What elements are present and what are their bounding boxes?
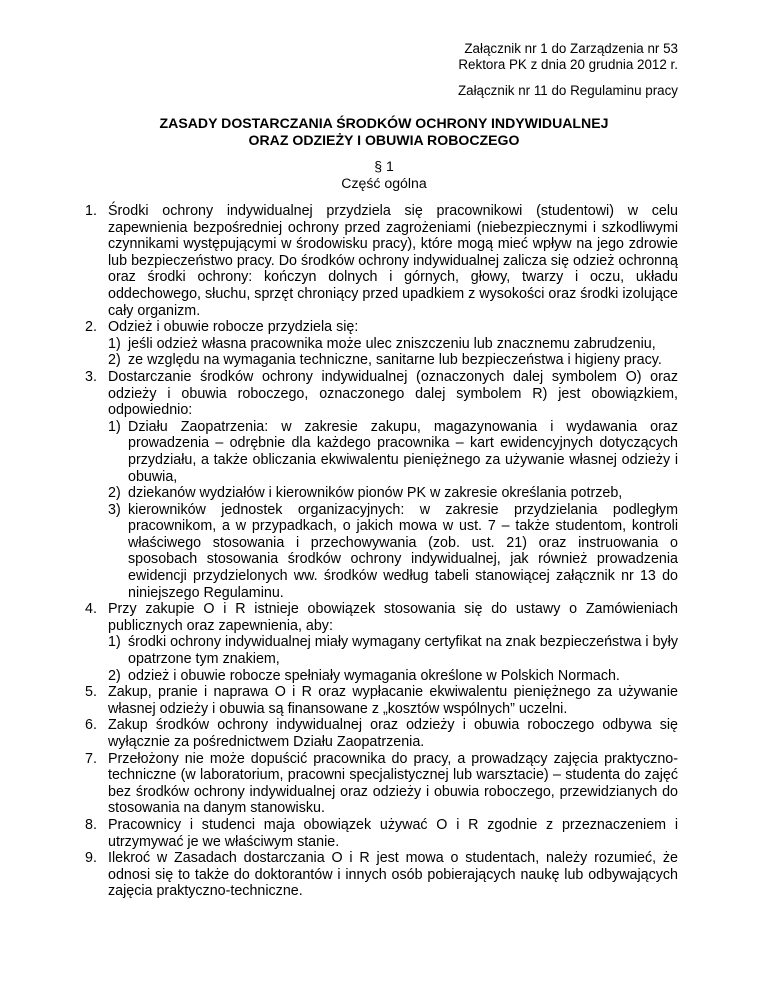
list-item <box>85 750 678 817</box>
sublist <box>108 419 678 602</box>
provisions-list <box>85 203 678 900</box>
section-number: § 1 <box>374 158 394 174</box>
item-text: Pracownicy i studenci maja obowiązek używać O i R zgodnie z przeznaczeniem i utrzymywać je we właściwym stanie. <box>108 816 678 850</box>
item-number: 8. <box>85 816 97 833</box>
item-number: 5. <box>85 684 97 701</box>
subitem-number: 1) <box>108 634 121 651</box>
item-text: Dostarczanie środków ochrony indywidualnej (oznaczonych dalej symbolem O) oraz odzieży i obuwia roboczego, oznaczonego dalej symbolem R) jest obowiązkiem, odpowiednio: <box>108 368 678 419</box>
sublist <box>108 634 678 684</box>
subitem-number: 3) <box>108 501 121 518</box>
item-text: Ilekroć w Zasadach dostarczania O i R jest mowa o studentach, należy rozumieć, że odnosi się to także do doktorantów i innych osób pobierających naukę lub odbywających zajęcia praktyczno-techniczne. <box>108 850 678 900</box>
subitem-text: Działu Zaopatrzenia: w zakresie zakupu, magazynowania i wydawania oraz prowadzenia – odrębnie dla każdego pracownika – kart ewidencyjnych dotyczących przydziału, a także obliczania ekwiwalentu pieniężnego za używanie własnej odzieży i obuwia, <box>128 418 678 485</box>
subitem-number: 1) <box>108 418 121 435</box>
list-item <box>85 319 678 369</box>
document-header <box>458 41 678 99</box>
subitem-text: środki ochrony indywidualnej miały wymagany certyfikat na znak bezpieczeństwa i były opatrzone tym znakiem, <box>128 634 678 668</box>
document-title <box>0 115 768 148</box>
item-number: 2. <box>85 319 97 336</box>
item-text: Odzież i obuwie robocze przydziela się: <box>108 319 359 336</box>
sublist-item <box>108 419 678 485</box>
subitem-number: 2) <box>108 667 121 684</box>
item-text: Przełożony nie może dopuścić pracownika do pracy, a prowadzący zajęcia praktyczno-techniczne (w laboratorium, pracowni specjalistycznej lub warsztacie) – studenta do zajęć bez środków ochrony indywidualnej oraz odzieży i obuwia roboczego, przewidzianych do stosowania na danym stanowisku. <box>108 750 678 817</box>
list-item <box>85 684 678 717</box>
sublist-item <box>108 668 678 685</box>
list-item <box>85 717 678 750</box>
header-rector-line: Rektora PK z dnia 20 grudnia 2012 r. <box>458 57 678 72</box>
item-number: 3. <box>85 368 97 385</box>
list-item <box>85 850 678 900</box>
subitem-text: kierowników jednostek organizacyjnych: w zakresie przydzielania podległym pracownikom, a w przypadkach, o jakich mowa w ust. 7 – także studentom, kontroli właściwego stosowania i przechowywania (zob. ust. 21) oraz instruowania o sposobach stosowania środków ochrony indywidualnej, jak również prowadzenia ewidencji przydzielonych ww. środków według tabeli stanowiącej załącznik nr 13 do niniejszego Regulaminu. <box>128 501 678 601</box>
header-annex-line: Załącznik nr 1 do Zarządzenia nr 53 <box>464 41 678 56</box>
sublist-item <box>108 336 678 353</box>
subitem-number: 2) <box>108 485 121 502</box>
sublist-item <box>108 485 678 502</box>
item-number: 4. <box>85 601 97 618</box>
sublist-item <box>108 502 678 602</box>
sublist <box>108 336 678 369</box>
title-line-2: ORAZ ODZIEŻY I OBUWIA ROBOCZEGO <box>248 131 520 148</box>
subitem-text: ze względu na wymagania techniczne, sanitarne lub bezpieczeństwa i higieny pracy. <box>128 352 662 369</box>
subitem-number: 1) <box>108 335 121 352</box>
list-item <box>85 368 678 601</box>
sublist-item <box>108 634 678 667</box>
subitem-text: dziekanów wydziałów i kierowników pionów PK w zakresie określania potrzeb, <box>128 485 623 502</box>
section-name: Część ogólna <box>341 175 427 191</box>
item-number: 9. <box>85 850 97 867</box>
item-number: 6. <box>85 717 97 734</box>
subitem-number: 2) <box>108 352 121 369</box>
item-number: 1. <box>85 203 97 219</box>
title-line-1: ZASADY DOSTARCZANIA ŚRODKÓW OCHRONY INDYWIDUALNEJ <box>159 115 609 131</box>
list-item <box>85 203 678 319</box>
sublist-item <box>108 352 678 369</box>
item-number: 7. <box>85 750 97 767</box>
header-regulation-line: Załącznik nr 11 do Regulaminu pracy <box>457 83 678 98</box>
section-heading <box>0 158 768 192</box>
list-item <box>85 816 678 850</box>
subitem-text: odzież i obuwie robocze spełniały wymagania określone w Polskich Normach. <box>128 667 620 684</box>
item-text: Środki ochrony indywidualnej przydziela się pracownikowi (studentowi) w celu zapewnienia bezpośredniej ochrony przed zagrożeniami (niebezpiecznymi i szkodliwymi czynnikami występującymi w środowisku pracy), które mogą mieć wpływ na jego zdrowie lub bezpieczeństwo pracy. Do środków ochrony indywidualnej zalicza się odzież ochronną oraz środki ochrony: kończyn dolnych i górnych, głowy, twarzy i oczu, układu oddechowego, słuchu, sprzęt chroniący przed upadkiem z wysokości oraz środki izolujące cały organizm. <box>108 203 678 319</box>
item-text: Przy zakupie O i R istnieje obowiązek stosowania się do ustawy o Zamówieniach publicznych oraz zapewnienia, aby: <box>108 601 678 634</box>
item-text: Zakup, pranie i naprawa O i R oraz wypłacanie ekwiwalentu pieniężnego za używanie własnej odzieży i obuwia są finansowane z „kosztów wspólnych” uczelni. <box>108 684 678 717</box>
document-body <box>85 203 678 900</box>
list-item <box>85 601 678 684</box>
item-text: Zakup środków ochrony indywidualnej oraz odzieży i obuwia roboczego odbywa się wyłącznie za pośrednictwem Działu Zaopatrzenia. <box>108 717 678 750</box>
subitem-text: jeśli odzież własna pracownika może ulec zniszczeniu lub znacznemu zabrudzeniu, <box>128 335 656 352</box>
